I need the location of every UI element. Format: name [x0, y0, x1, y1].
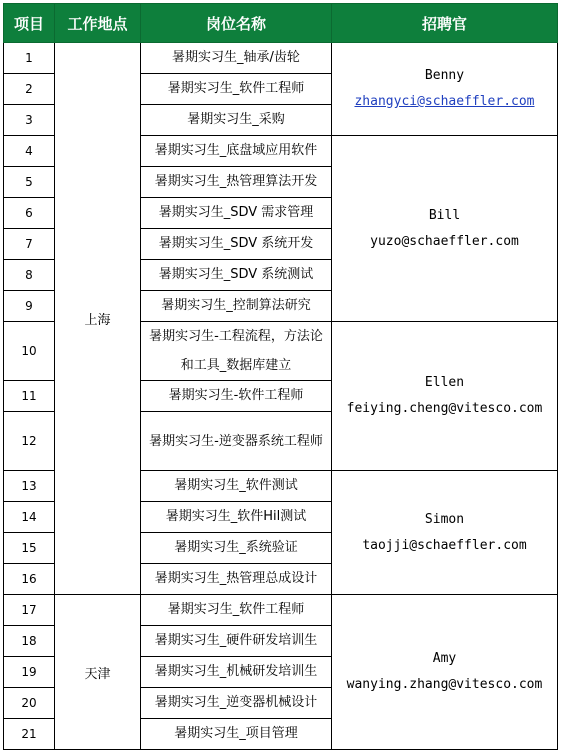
position-cell: 暑期实习生_项目管理: [141, 719, 332, 750]
recruitment-table: [3, 3, 558, 750]
position-cell: 暑期实习生_SDV 系统测试: [141, 260, 332, 291]
recruiter-name: Simon: [424, 511, 465, 527]
position-cell: 暑期实习生-软件工程师: [141, 381, 332, 412]
row-number: 12: [4, 412, 55, 471]
recruiter-cell-simon: [332, 471, 558, 595]
position-cell: 暑期实习生_机械研发培训生: [141, 657, 332, 688]
recruiter-email: yuzo@schaeffler.com: [370, 233, 519, 249]
position-cell: 暑期实习生_轴承/齿轮: [141, 43, 332, 74]
row-number: 18: [4, 626, 55, 657]
recruiter-name: Benny: [424, 68, 465, 83]
recruiter-cell-benny: [332, 43, 558, 136]
row-number: 19: [4, 657, 55, 688]
position-cell: 暑期实习生_采购: [141, 105, 332, 136]
row-number: 1: [4, 43, 55, 74]
row-number: 2: [4, 74, 55, 105]
position-cell: 暑期实习生_底盘域应用软件: [141, 136, 332, 167]
table-row: [4, 595, 558, 626]
header-position: 岗位名称: [141, 4, 332, 43]
recruiter-cell-ellen: [332, 322, 558, 471]
row-number: 13: [4, 471, 55, 502]
position-cell: 暑期实习生_SDV 系统开发: [141, 229, 332, 260]
position-cell: 暑期实习生_软件工程师: [141, 595, 332, 626]
position-cell: 暑期实习生_硬件研发培训生: [141, 626, 332, 657]
row-number: 11: [4, 381, 55, 412]
recruiter-name: Amy: [432, 651, 457, 666]
position-cell: 暑期实习生_逆变器机械设计: [141, 688, 332, 719]
header-row: [4, 4, 558, 43]
recruiter-name: Bill: [428, 207, 461, 223]
row-number: 16: [4, 564, 55, 595]
recruiter-email-link[interactable]: zhangyci@schaeffler.com: [354, 94, 535, 109]
recruiter-email: taojji@schaeffler.com: [362, 537, 527, 553]
recruiter-email: feiying.cheng@vitesco.com: [346, 401, 543, 416]
row-number: 4: [4, 136, 55, 167]
table-row: [4, 43, 558, 74]
position-cell: 暑期实习生_热管理算法开发: [141, 167, 332, 198]
position-cell: 暑期实习生_软件Hil测试: [141, 502, 332, 533]
row-number: 3: [4, 105, 55, 136]
row-number: 8: [4, 260, 55, 291]
row-number: 21: [4, 719, 55, 750]
header-location: 工作地点: [55, 4, 141, 43]
row-number: 5: [4, 167, 55, 198]
recruiter-cell-amy: [332, 595, 558, 750]
row-number: 15: [4, 533, 55, 564]
location-cell-shanghai: 上海: [55, 43, 141, 595]
recruiter-email: wanying.zhang@vitesco.com: [346, 677, 543, 692]
position-cell: 暑期实习生_SDV 需求管理: [141, 198, 332, 229]
recruiter-name: Ellen: [424, 375, 465, 390]
header-item: 项目: [4, 4, 55, 43]
position-cell: 暑期实习生_热管理总成设计: [141, 564, 332, 595]
row-number: 20: [4, 688, 55, 719]
row-number: 17: [4, 595, 55, 626]
position-cell: 暑期实习生_系统验证: [141, 533, 332, 564]
recruiter-cell-bill: [332, 136, 558, 322]
position-cell: 暑期实习生-工程流程，方法论和工具_数据库建立: [141, 322, 332, 381]
position-cell: 暑期实习生_软件测试: [141, 471, 332, 502]
position-cell: 暑期实习生_控制算法研究: [141, 291, 332, 322]
row-number: 7: [4, 229, 55, 260]
location-cell-tianjin: 天津: [55, 595, 141, 750]
row-number: 10: [4, 322, 55, 381]
row-number: 14: [4, 502, 55, 533]
header-recruiter: 招聘官: [332, 4, 558, 43]
row-number: 6: [4, 198, 55, 229]
position-cell: 暑期实习生-逆变器系统工程师: [141, 412, 332, 471]
row-number: 9: [4, 291, 55, 322]
position-cell: 暑期实习生_软件工程师: [141, 74, 332, 105]
